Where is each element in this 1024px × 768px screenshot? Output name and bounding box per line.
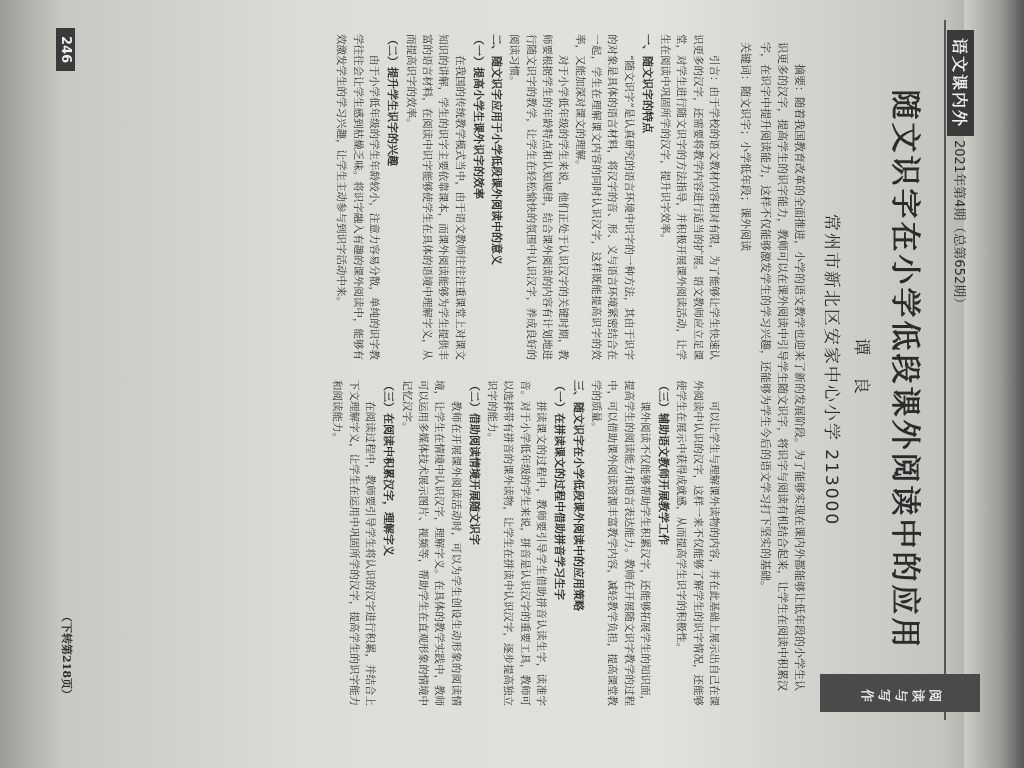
article-author: 谭 良 (851, 338, 871, 402)
body-paragraph: 在我国的传统教学模式当中，由于语文教师往往注重课堂上对课文知识的讲解，学生的识字主要依靠课本，而课外阅读能够为学生提供丰富的语言材料，在阅读中识字能够使学生在具体的语境中理解字义，从而提高识字的效率。 (404, 34, 466, 360)
section-heading: （一）提高小学生课外识字的效率 (471, 34, 485, 199)
author-affiliation: 常州市新北区安家中心小学 213000 (821, 213, 841, 527)
page-number: 246 (56, 28, 75, 71)
section-heading: （三）在阅读中积累汉字，理解字义 (382, 380, 396, 556)
body-paragraph: 教师在开展课外阅读活动时，可以为学生创设生动形象的阅读情境，让学生在情境中认识汉字，理解字义。在具体的教学实践中，教师可以运用多媒体技术展示图片、视频等，帮助学生在直观形象的情境中记忆汉字。 (400, 380, 462, 706)
section-heading: （二）借助阅读情境开展随文识字 (467, 380, 481, 545)
body-paragraph: 课外阅读不仅能够帮助学生积累汉字，还能够拓展学生的知识面，提高学生的阅读能力和语言表达能力。教师在开展随文识字教学的过程中，可以借助课外阅读资源丰富教学内容，减轻教学负担，提高课堂教学的质量。 (589, 380, 651, 706)
body-paragraph: 拼读课文的过程中，教师要引导学生借助拼音认读生字，读准字音。对于小学低年级的学生来说，拼音是认识汉字的重要工具，教师可以选择带有拼音的课外读物，让学生在拼读中认识汉字，逐步提高独立识字的能力。 (486, 380, 548, 706)
section-heading: （一）在拼读课文的过程中借助拼音学习生字 (553, 380, 567, 600)
body-paragraph: “随文识字”是认真研究的语言环境中识字的一种方法，其由于识字的对象是具体的语言材料，将汉字的音、形、义与语言环境紧密结合在一起，学生在理解课文内容的同时认识汉字，这样既能提高识字的效率，又能加深对课文的理解。 (573, 34, 635, 360)
section-heading: 三、随文识字在小学低段课外阅读中的应用策略 (571, 380, 585, 611)
magazine-brand: 语文课内外 (947, 30, 974, 136)
body-paragraph: 在阅读过程中，教师要引导学生将认识的汉字进行积累，并结合上下文理解字义，让学生在运用中巩固所学的汉字，提高学生的识字能力和阅读能力。 (331, 380, 377, 706)
continued-note: （下转第218页） (60, 611, 73, 700)
body-paragraph: 可以让学生与理解课外读物的内容，并在此基础上展示出自己在课外阅读中认识的汉字，这样一来不仅能够了解学生的识字情况，还能够使学生在展示中获得成就感，从而提高学生识字的积极性。 (675, 380, 720, 706)
issue-info: 2021年第4期（总第652期） (951, 140, 966, 311)
rotated-page-content (40, 20, 980, 720)
body-paragraph: 由于小学低年级的学生年龄较小，注意力容易分散，单纯的识字教学往往会让学生感到枯燥乏味。将识字融入有趣的课外阅读中，能够有效激发学生的学习兴趣，让学生主动参与到识字活动中来。 (335, 34, 381, 360)
article-abstract: 摘要：随着我国教育改革的全面推进，小学的语文教学也迎来了新的发展阶段。为了能够实现在课内外都能够让低年段的小学生认识更多的汉字，提高学生的识字能力，教师可以在课外阅读中引导学生随文识字，将识字与阅读有机结合起来，让学生在阅读中积累汉字，在识字中提升阅读能力，这样不仅能够激发学生的学习兴趣，还能够为学生今后的语文学习打下坚实的基础。 (759, 42, 806, 691)
left-column (333, 34, 722, 360)
section-heading: 二、随文识字应用于小学低段课外阅读中的意义 (490, 34, 504, 265)
header-rule (944, 20, 946, 720)
body-paragraph: 引言：由于学校的语文教材内容相对有限，为了能够让学生快速认识更多的汉字，还需要将教学内容进行适当的扩展。语文教师应立足课堂，对学生进行随文识字的方法指导，并积极开展课外阅读活动，让学生在阅读中巩固所学的汉字，提升识字效率。 (659, 34, 720, 360)
article-keywords: 关键词：随文识字；小学低年段；课外阅读 (739, 42, 752, 251)
section-heading: （三）辅助语文教师开展教学工作 (657, 380, 671, 545)
page-header (942, 20, 980, 720)
section-heading: 一、随文识字的特点 (640, 34, 654, 133)
body-paragraph: 对于小学低年级的学生来说，他们正处于认识汉字的关键时期，教师要根据学生的年龄特点和认知规律，结合课外阅读的内容有计划地进行随文识字的教学，让学生在轻松愉快的氛围中认识汉字，养成良好的阅读习惯。 (508, 34, 570, 360)
section-heading: （二）提升学生识字的兴趣 (386, 34, 400, 166)
section-tag: 阅读与写作 (820, 674, 980, 712)
right-column (329, 380, 722, 706)
article-title: 随文识字在小学低段课外阅读中的应用 (887, 89, 922, 651)
